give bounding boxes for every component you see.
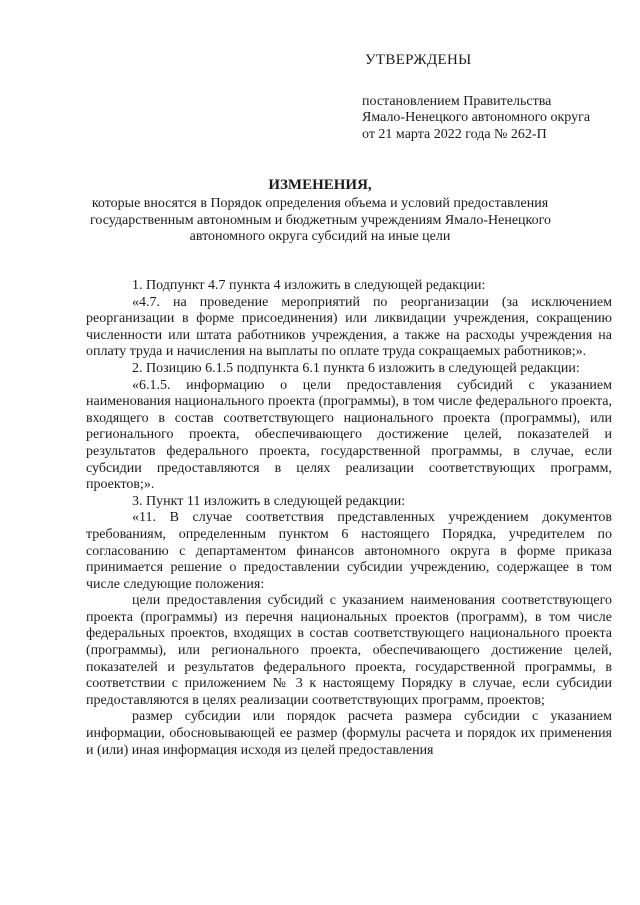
approval-stamp: УТВЕРЖДЕНЫ — [365, 52, 472, 68]
approval-line: Ямало-Ненецкого автономного округа — [362, 110, 591, 126]
body-paragraph: 3. Пункт 11 изложить в следующей редакции: — [132, 493, 406, 509]
approval-line: постановлением Правительства — [362, 93, 552, 109]
body-paragraph: цели предоставления субсидий с указанием наименования соответствующего проекта (программы) из перечня национальных проектов (программ), в том числе федеральных проектов, входящих в состав соответствующего национального проекта (программы), или регионального проекта, обеспечивающего достижение целей, показателей и результатов федерального проекта, государственной программы, в соответствии с приложением № 3 к настоящему Порядку в случае, если субсидии предоставляются в целях реализации соответствующих программ, проектов; — [86, 593, 612, 708]
subtitle-line: которые вносятся в Порядок определения объема и условий предоставления — [91, 196, 549, 211]
body-paragraph: 2. Позицию 6.1.5 подпункта 6.1 пункта 6 изложить в следующей редакции: — [132, 360, 580, 376]
body-paragraph: 1. Подпункт 4.7 пункта 4 изложить в следующей редакции: — [132, 278, 486, 293]
body-paragraph: «11. В случае соответствия представленных учреждением документов требованиям, определенным пунктом 6 настоящего Порядка, учредителем по согласованию с департаментом финансов автономного округа в форме приказа принимается решение о предоставлении субсидии учреждению, содержащее в том числе следующие положения: — [86, 510, 612, 592]
body-paragraph: размер субсидии или порядок расчета размера субсидии с указанием информации, обосновывающей ее размер (формулы расчета и порядок их применения и (или) иная информация исходя из целей предоставления — [86, 709, 612, 758]
body-paragraph: «6.1.5. информацию о цели предоставления субсидий с указанием наименования национального проекта (программы), в том числе федерального проекта, входящего в состав соответствующего национального проекта (программы), или регионального проекта, обеспечивающего достижение целей, показателей и результатов федерального проекта, государственной программы, в случае, если субсидии предоставляются в целях реализации соответствующих программ, проектов;». — [86, 377, 612, 493]
approval-block — [362, 52, 622, 143]
body-paragraph: «4.7. на проведение мероприятий по реорганизации (за исключением реорганизации в форме присоединения) или ликвидации учреждения, сокращению численности или штата работников учреждения, а также на расходы учреждения на оплату труда и начисления на выплаты по оплате труда сокращаемых работников;». — [86, 294, 612, 360]
document-title: ИЗМЕНЕНИЯ, — [268, 177, 372, 193]
subtitle-line: автономного округа субсидий на иные цели — [189, 229, 451, 245]
subtitle-line: государственным автономным и бюджетным учреждениям Ямало-Ненецкого — [90, 212, 552, 228]
approval-line: от 21 марта 2022 года № 262-П — [362, 126, 547, 142]
document-body — [86, 278, 612, 759]
document-subtitle — [90, 196, 550, 246]
